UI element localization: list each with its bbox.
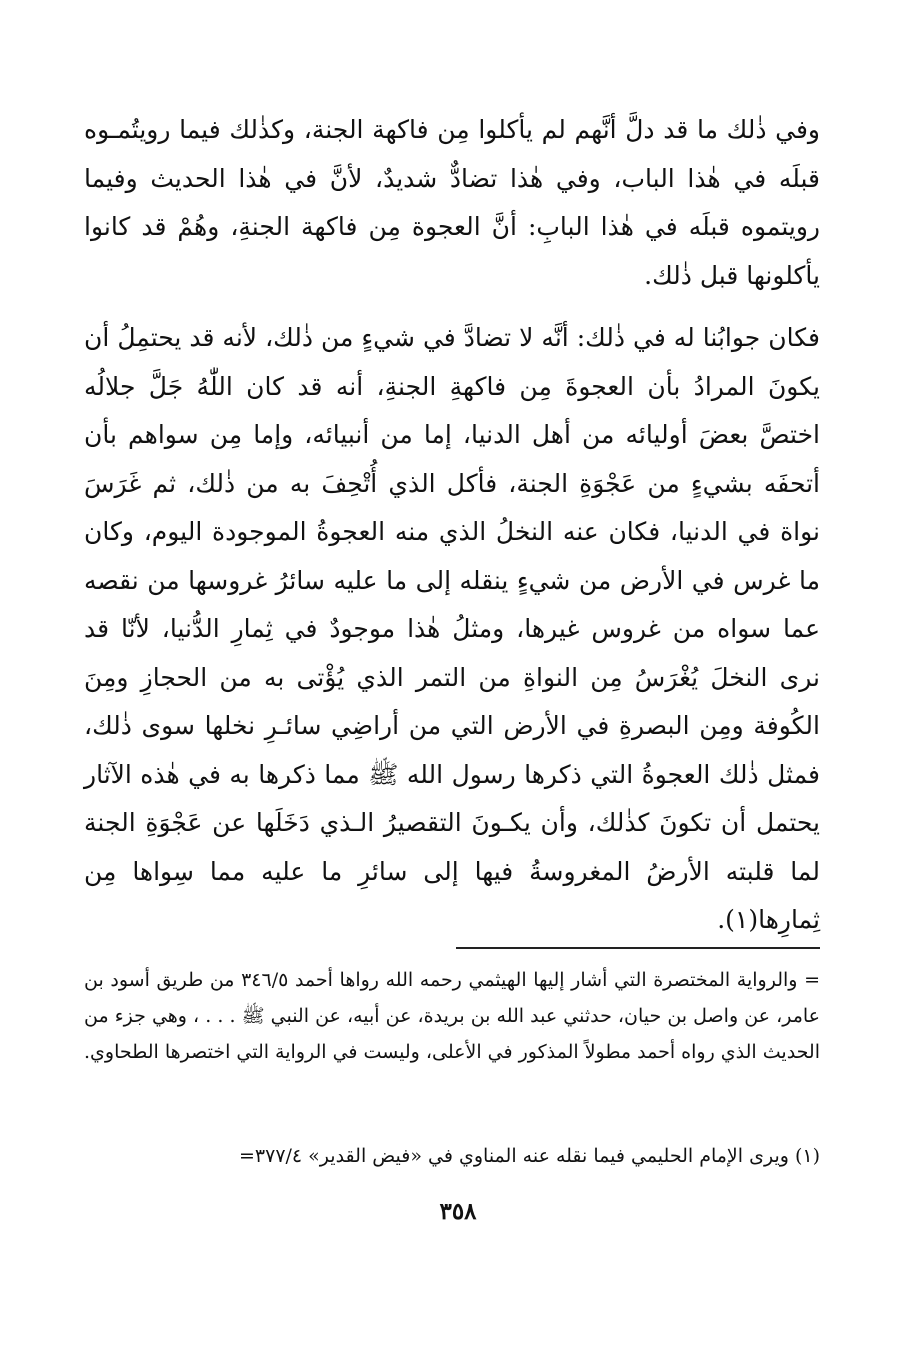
footnote-1: (١) ويرى الإمام الحليمي فيما نقله عنه المناوي في «فيض القدير» ٣٧٧/٤= — [238, 1145, 820, 1167]
footnote-continuation: = والرواية المختصرة التي أشار إليها الهيثمي رحمه الله رواها أحمد ٣٤٦/٥ من طريق أسود بن عامر، عن واصل بن حيان، حدثني عبد الله بن بريدة، عن أبيه، عن النبي ﷺ . . . ، وهي جزء من الحديث الذي رواه أحمد مطولاً المذكور في الأعلى، وليست في الرواية التي اختصرها الطحاوي. — [83, 969, 821, 1063]
paragraph-question: وفي ذٰلك ما قد دلَّ أنَّهم لم يأكلوا مِن فاكهة الجنة، وكذٰلك فيما رويتُمـوه قبلَه في هٰذا الباب، وفي هٰذا تضادٌّ شديدٌ، لأنَّ في هٰذا الحديث وفيما رويتموه قبلَه في هٰذا البابِ: أنَّ العجوة مِن فاكهة الجنةِ، وهُمْ قد كانوا يأكلونها قبل ذٰلك. — [84, 115, 820, 290]
footnote-separator — [456, 947, 820, 949]
paragraph-answer: فكان جوابُنا له في ذٰلك: أنَّه لا تضادَّ في شيءٍ من ذٰلك، لأنه قد يحتمِلُ أن يكونَ المرادُ بأن العجوةَ مِن فاكهةِ الجنةِ، أنه قد كان اللّٰهُ جَلَّ جلالُه اختصَّ بعضَ أوليائه من أهل الدنيا، إما من أنبيائه، وإما مِن سواهم بأن أتحفَه بشيءٍ من عَجْوَةِ الجنة، فأكل الذي أُتْحِفَ به من ذٰلك، ثم غَرَسَ نواة في الدنيا، فكان عنه النخلُ الذي منه العجوةُ الموجودة اليوم، وكان ما غرس في الأرض من شيءٍ ينقله إلى ما عليه سائرُ غروسها من نقصه عما سواه من غروس غيرها، ومثلُ هٰذا موجودٌ في ثِمارِ الدُّنيا، لأنّا قد نرى النخلَ يُغْرَسُ مِن النواةِ من التمر الذي يُؤْتى به من الحجازِ ومِنَ الكُوفة ومِن البصرةِ في الأرض التي من أراضِي سائـرِ نخلها سوى ذٰلك، فمثل ذٰلك العجوةُ التي ذكرها رسول الله ﷺ مما ذكرها به في هٰذه الآثار يحتمل أن تكونَ كذٰلك، وأن يكـونَ التقصيرُ الـذي دَخَلَها عن عَجْوَةِ الجنة لما قلبته الأرضُ المغروسةُ فيها إلى سائرِ ما عليه مما سِواها مِن ثِمارِها(١). — [84, 323, 820, 934]
page-number: ٣٥٨ — [439, 1198, 477, 1225]
